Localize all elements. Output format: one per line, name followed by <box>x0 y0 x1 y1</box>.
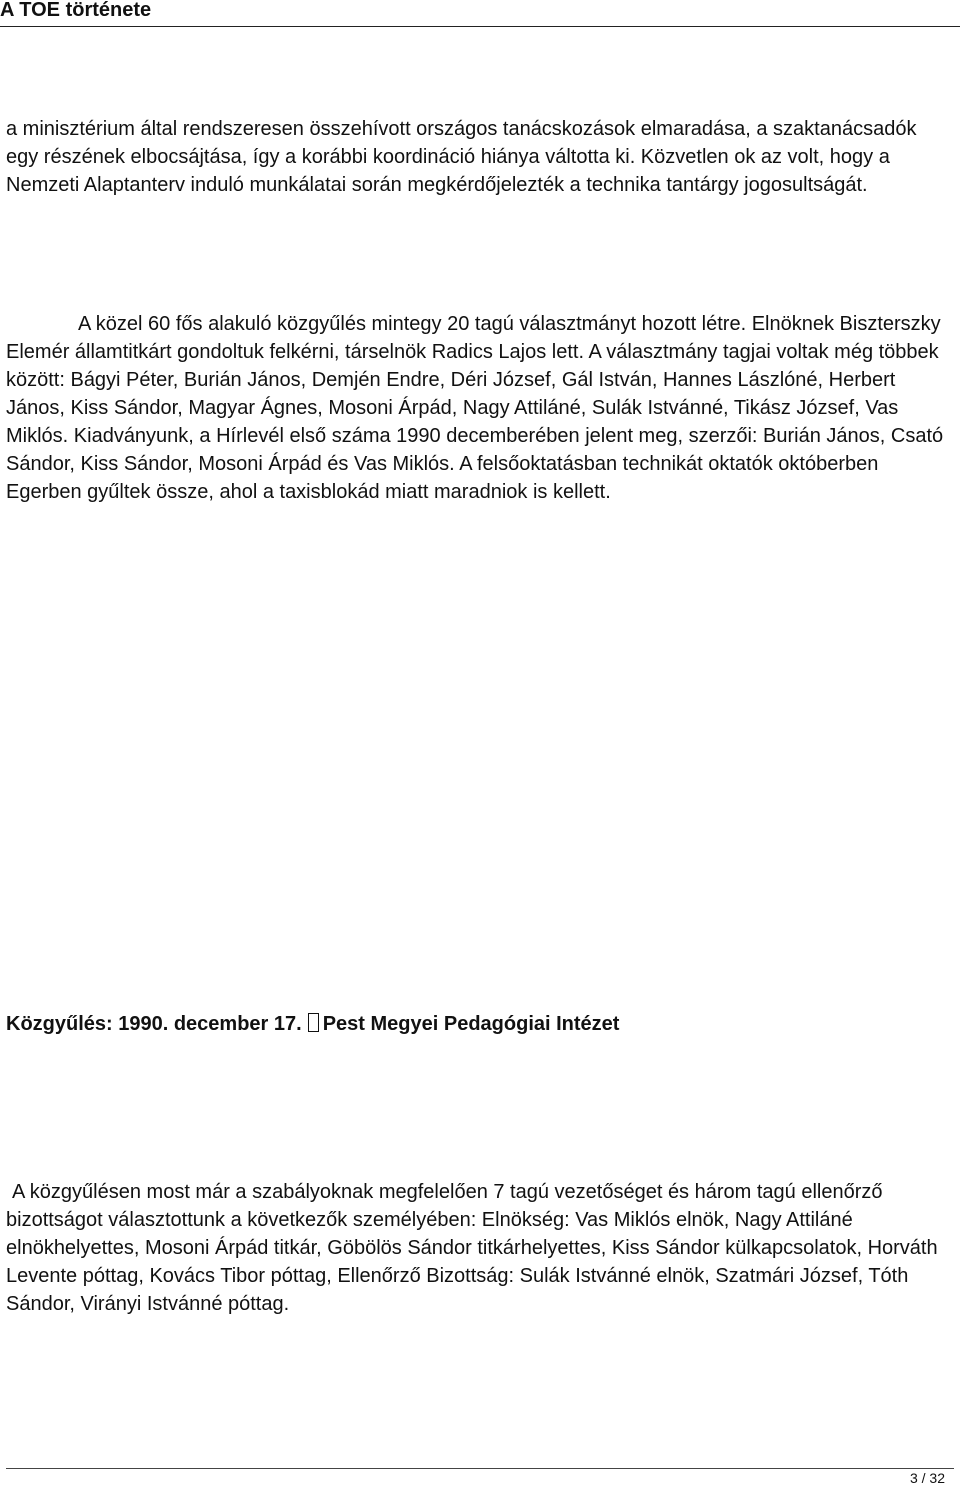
document-title: A TOE története <box>0 0 152 21</box>
section-heading <box>6 1010 619 1038</box>
section-heading-date: Közgyűlés: 1990. december 17. <box>6 1013 302 1035</box>
section-heading-place: Pest Megyei Pedagógiai Intézet <box>322 1013 620 1035</box>
paragraph-3-text: A közgyűlésen most már a szabályoknak megfelelően 7 tagú vezetőséget és három tagú ellenőrző bizottságot választottunk a következők személyében: Elnökség: Vas Miklós elnök, Nagy Attiláné elnökhelyettes, Mosoni Árpád titkár, Göbölös Sándor titkárhelyettes, Kiss Sándor külkapcsolatok, Horváth Levente póttag, Kovács Tibor póttag, Ellenőrző Bizottság: Sulák Istvánné elnök, Szatmári József, Tóth Sándor, Virányi Istvánné póttag. <box>6 1181 938 1315</box>
missing-glyph-icon <box>308 1013 319 1032</box>
page-number: 3 / 32 <box>909 1470 945 1486</box>
footer-divider <box>6 1468 954 1469</box>
paragraph-2-text: A közel 60 fős alakuló közgyűlés mintegy 20 tagú választmányt hozott létre. Elnöknek Biszterszky Elemér államtitkárt gondoltuk felkérni, társelnök Radics Lajos lett. A választmány tagjai voltak még többek között: Bágyi Péter, Burián János, Demjén Endre, Déri József, Gál István, Hannes Lászlóné, Herbert János, Kiss Sándor, Magyar Ágnes, Mosoni Árpád, Nagy Attiláné, Sulák Istvánné, Tikász József, Vas Miklós. Kiadványunk, a Hírlevél első száma 1990 decemberében jelent meg, szerzői: Burián János, Csató Sándor, Kiss Sándor, Mosoni Árpád és Vas Miklós. A felsőoktatásban technikát oktatók októberben Egerben gyűltek össze, ahol a taxisblokád miatt maradniok is kellett. <box>6 313 944 503</box>
paragraph-1: a minisztérium által rendszeresen összehívott országos tanácskozások elmaradása, a szaktanácsadók egy részének elbocsájtása, így a korábbi koordináció hiánya váltotta ki. Közvetlen ok az volt, hogy a Nemzeti Alaptanterv induló munkálatai során megkérdőjelezték a technika tantárgy jogosultságát. <box>6 118 917 196</box>
header-divider <box>0 26 960 27</box>
paragraph-3 <box>6 1178 946 1318</box>
paragraph-2 <box>6 310 946 506</box>
